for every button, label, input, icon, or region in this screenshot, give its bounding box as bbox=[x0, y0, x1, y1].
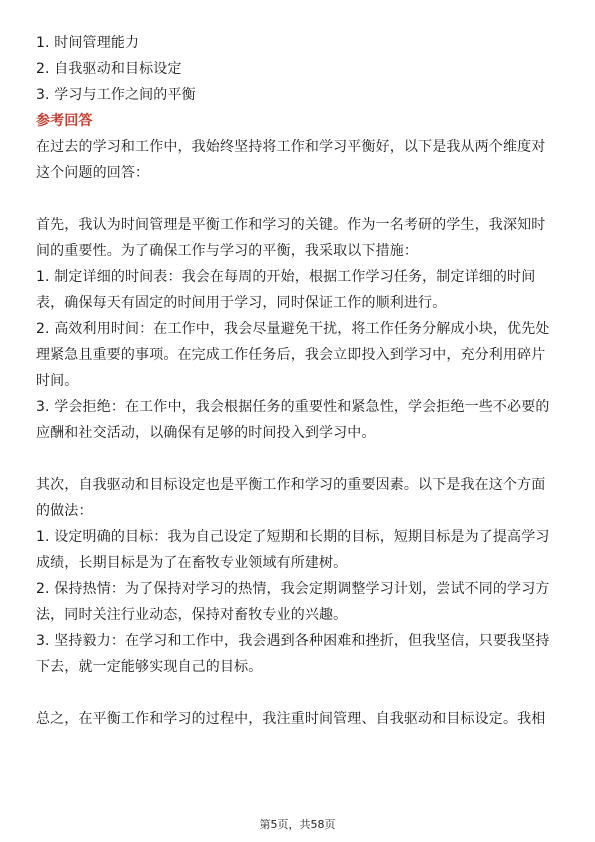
paragraph-line: 其次，自我驱动和目标设定也是平衡工作和学习的重要因素。以下是我在这个方面 bbox=[36, 477, 546, 493]
intro-list-item: 2. 自我驱动和目标设定 bbox=[36, 61, 182, 77]
paragraph-line: 3. 坚持毅力：在学习和工作中，我会遇到各种困难和挫折，但我坚信，只要我坚持 bbox=[36, 633, 550, 649]
paragraph-line: 这个问题的回答： bbox=[36, 165, 150, 181]
intro-list-item: 3. 学习与工作之间的平衡 bbox=[36, 87, 196, 103]
paragraph-line: 首先，我认为时间管理是平衡工作和学习的关键。作为一名考研的学生，我深知时 bbox=[36, 217, 546, 233]
paragraph-gap bbox=[36, 446, 560, 472]
paragraph-line: 理紧急且重要的事项。在完成工作任务后，我会立即投入到学习中，充分利用碎片 bbox=[36, 347, 546, 363]
paragraph-line: 应酬和社交活动，以确保有足够的时间投入到学习中。 bbox=[36, 425, 376, 441]
paragraph-line: 2. 保持热情：为了保持对学习的热情，我会定期调整学习计划，尝试不同的学习方 bbox=[36, 581, 550, 597]
intro-list-item: 1. 时间管理能力 bbox=[36, 35, 140, 51]
paragraph-line: 间的重要性。为了确保工作与学习的平衡，我采取以下措施： bbox=[36, 243, 419, 259]
paragraph-line: 的做法： bbox=[36, 503, 93, 519]
paragraph-line: 下去，就一定能够实现自己的目标。 bbox=[36, 659, 263, 675]
answer-heading: 参考回答 bbox=[36, 113, 93, 129]
paragraph-line: 1. 设定明确的目标：我为自己设定了短期和长期的目标，短期目标是为了提高学习 bbox=[36, 529, 550, 545]
paragraph-line: 表，确保每天有固定的时间用于学习，同时保证工作的顺利进行。 bbox=[36, 295, 447, 311]
paragraph-gap bbox=[36, 680, 560, 706]
document-page bbox=[36, 30, 560, 732]
paragraph-gap bbox=[36, 186, 560, 212]
paragraph-line: 在过去的学习和工作中，我始终坚持将工作和学习平衡好，以下是我从两个维度对 bbox=[36, 139, 546, 155]
paragraph-line: 时间。 bbox=[36, 373, 79, 389]
paragraph-line: 2. 高效利用时间：在工作中，我会尽量避免干扰，将工作任务分解成小块，优先处 bbox=[36, 321, 550, 337]
page-number-footer: 第5页，共58页 bbox=[259, 818, 336, 831]
paragraph-line: 法，同时关注行业动态，保持对畜牧专业的兴趣。 bbox=[36, 607, 348, 623]
paragraph-line: 成绩，长期目标是为了在畜牧专业领域有所建树。 bbox=[36, 555, 348, 571]
paragraph-line: 总之，在平衡工作和学习的过程中，我注重时间管理、自我驱动和目标设定。我相 bbox=[36, 711, 546, 727]
paragraph-line: 3. 学会拒绝：在工作中，我会根据任务的重要性和紧急性，学会拒绝一些不必要的 bbox=[36, 399, 550, 415]
paragraph-line: 1. 制定详细的时间表：我会在每周的开始，根据工作学习任务，制定详细的时间 bbox=[36, 269, 536, 285]
